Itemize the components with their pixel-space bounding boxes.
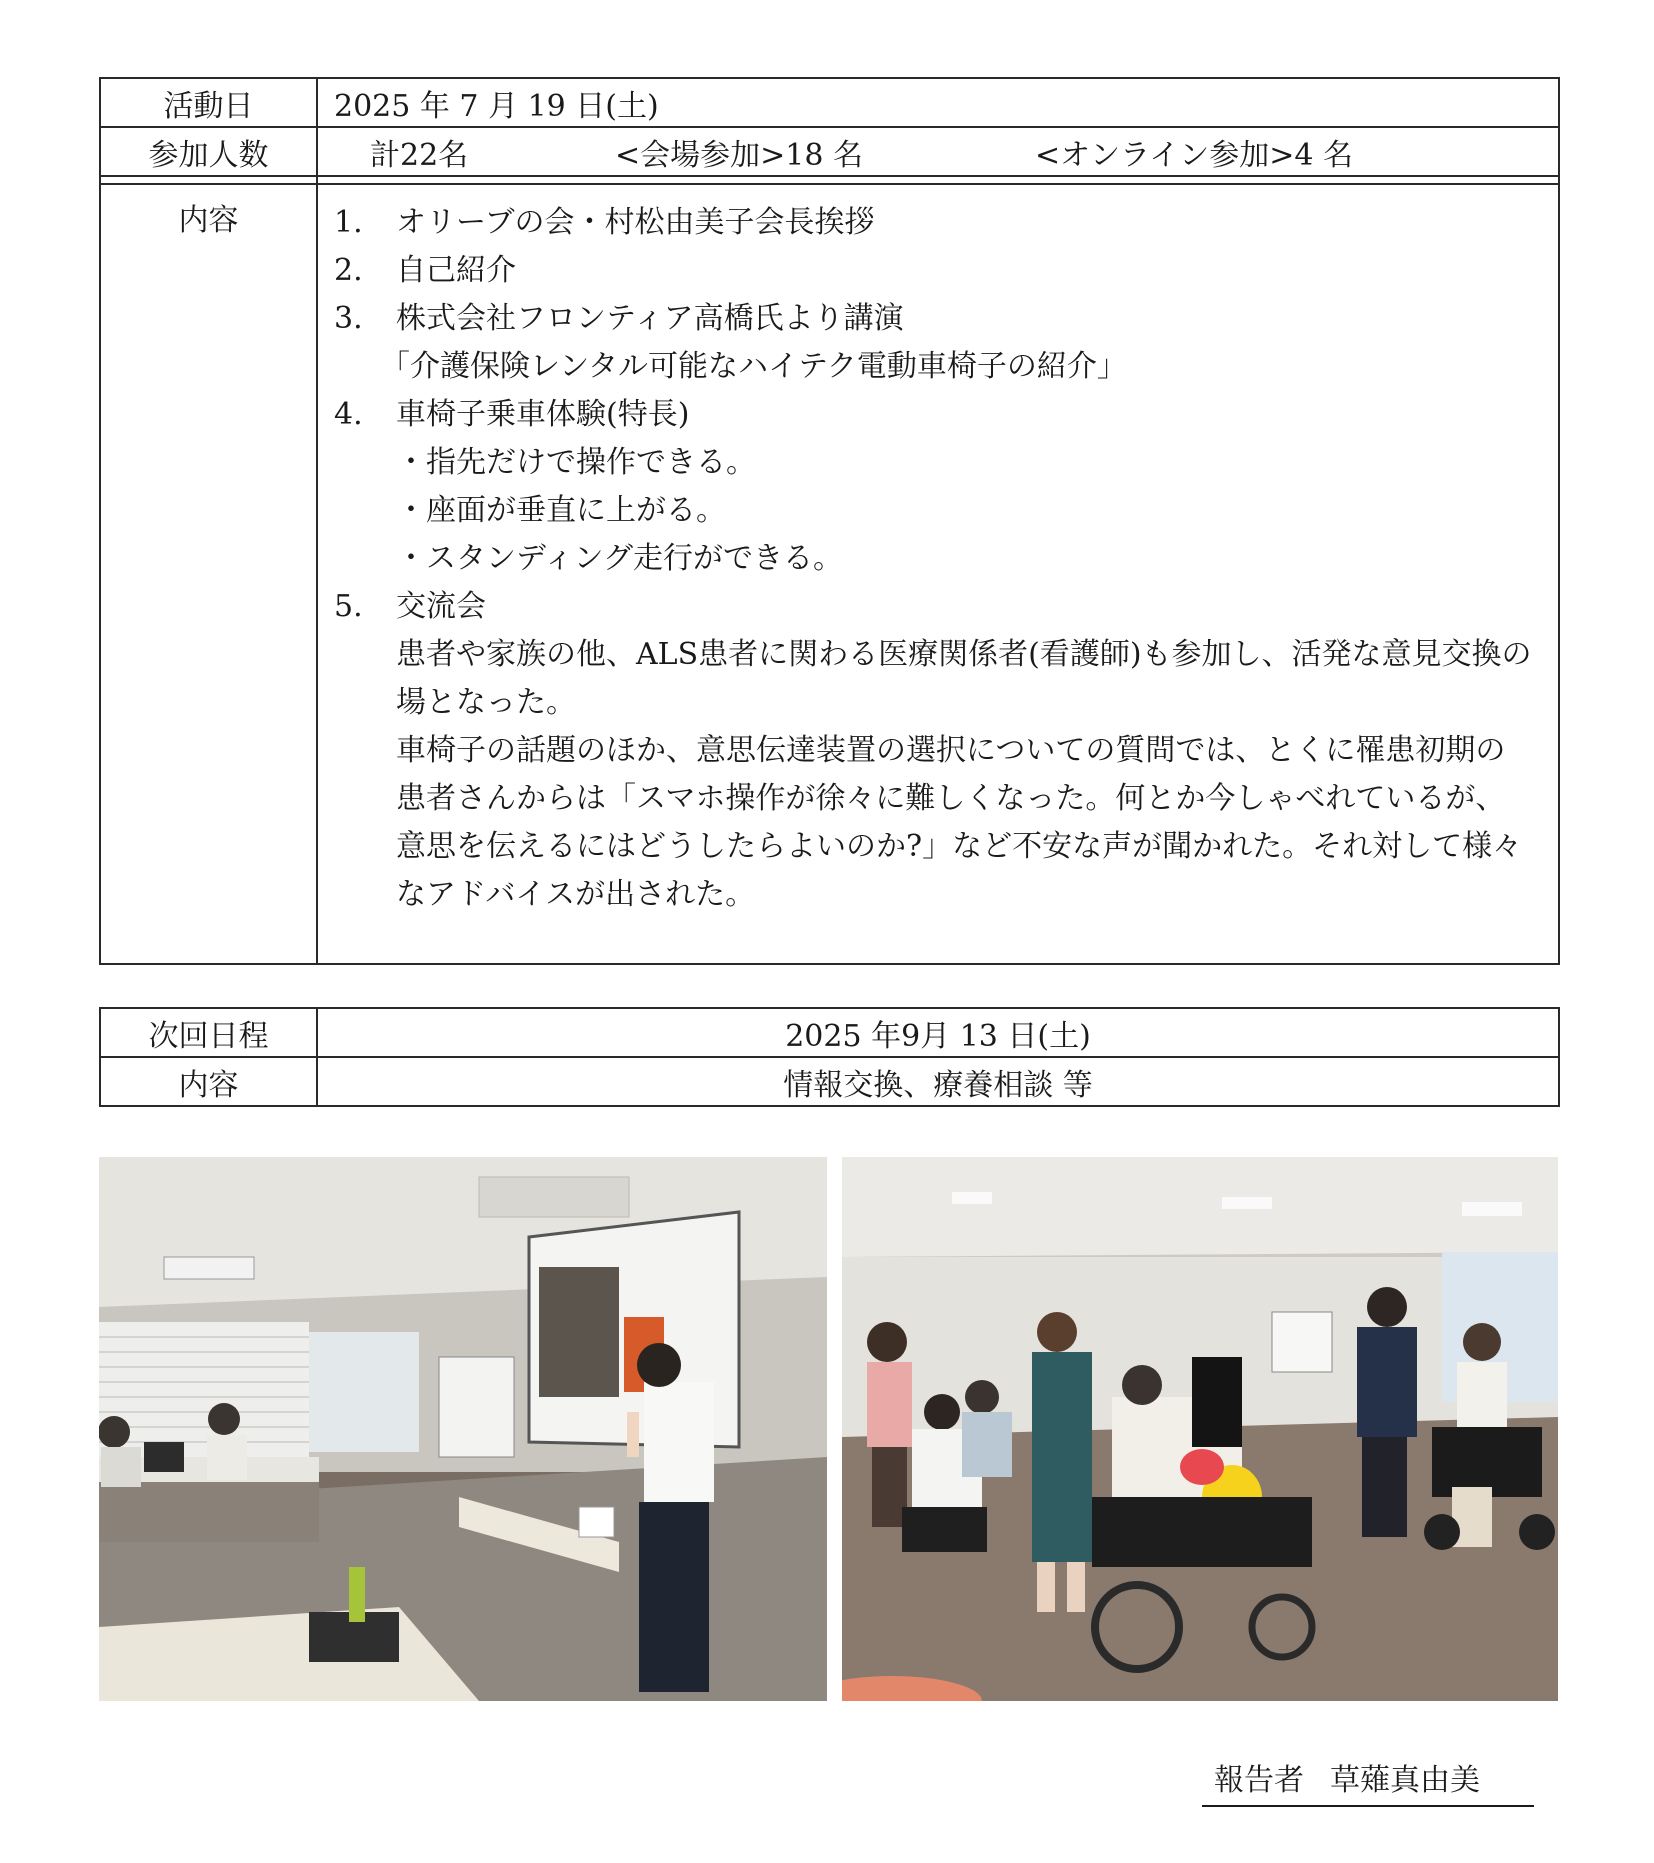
exchange-paragraph: 車椅子の話題のほか、意思伝達装置の選択についての質問では、とくに罹患初期の患者さんからは「スマホ操作が徐々に難しくなった。何とか今しゃべれているが、意思を伝えるにはどうしたらよいのか?」など不安な声が聞かれた。それ対して様々なアドバイスが出された。 bbox=[396, 733, 1523, 912]
feature-item: ・座面が垂直に上がる。 bbox=[396, 493, 726, 528]
next-content-value: 情報交換、療養相談 等 bbox=[317, 1057, 1559, 1106]
list-item: 4. 車椅子乗車体験(特長) bbox=[334, 397, 690, 432]
next-schedule-table bbox=[99, 1007, 1560, 1107]
list-item: 1. オリーブの会・村松由美子会長挨拶 bbox=[334, 205, 875, 240]
count-venue: <会場参加>18 名 bbox=[615, 137, 863, 173]
wheelchair-demo-photo bbox=[842, 1157, 1558, 1701]
exchange-description bbox=[334, 631, 1558, 919]
feature-item: ・指先だけで操作できる。 bbox=[396, 445, 756, 480]
date-label: 活動日 bbox=[100, 78, 317, 127]
spacer-cell bbox=[100, 176, 317, 184]
next-content-label: 内容 bbox=[100, 1057, 317, 1106]
list-item: 2. 自己紹介 bbox=[334, 253, 516, 288]
activity-table bbox=[99, 77, 1560, 965]
list-item: 5. 交流会 bbox=[334, 589, 486, 624]
spacer-cell bbox=[317, 176, 1559, 184]
next-schedule-label: 次回日程 bbox=[100, 1008, 317, 1057]
count-total: 計22名 bbox=[370, 137, 469, 173]
content-label: 内容 bbox=[100, 184, 317, 964]
reporter-line bbox=[1202, 1755, 1534, 1807]
count-label: 参加人数 bbox=[100, 127, 317, 176]
reporter-label: 報告者 bbox=[1214, 1763, 1304, 1798]
count-cell bbox=[317, 127, 1559, 176]
date-value: 2025 年 7 月 19 日(土) bbox=[317, 78, 1559, 127]
next-schedule-value: 2025 年9月 13 日(土) bbox=[317, 1008, 1559, 1057]
lecture-title: 「介護保険レンタル可能なハイテク電動車椅子の紹介」 bbox=[380, 349, 1127, 384]
content-cell bbox=[317, 184, 1559, 964]
lecture-photo bbox=[99, 1157, 827, 1701]
feature-item: ・スタンディング走行ができる。 bbox=[396, 541, 843, 576]
reporter-name: 草薙真由美 bbox=[1330, 1763, 1480, 1798]
exchange-paragraph: 患者や家族の他、ALS患者に関わる医療関係者(看護師)も参加し、活発な意見交換の場となった。 bbox=[396, 637, 1532, 720]
content-list bbox=[318, 185, 1558, 919]
count-online: <オンライン参加>4 名 bbox=[1035, 137, 1353, 173]
list-item: 3. 株式会社フロンティア高橋氏より講演 bbox=[334, 301, 904, 336]
